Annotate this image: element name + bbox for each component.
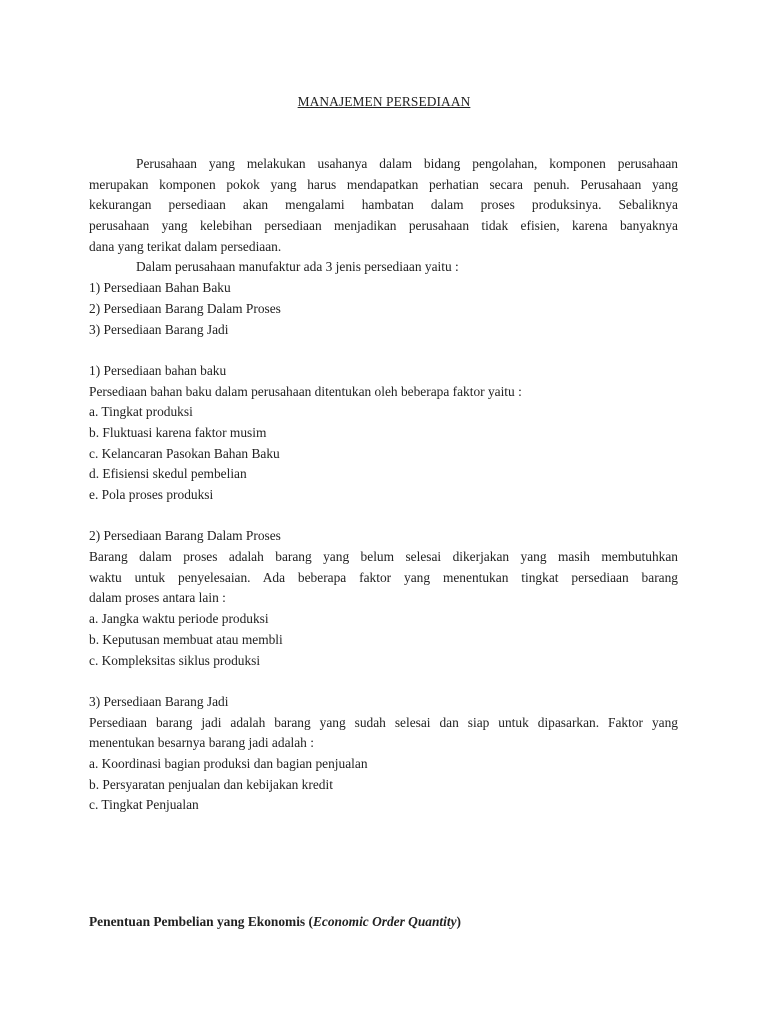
spacer bbox=[89, 671, 678, 692]
section1-heading: 1) Persediaan bahan baku bbox=[89, 362, 227, 378]
types-list-item: 1) Persediaan Bahan Baku bbox=[89, 280, 231, 296]
eoq-heading bbox=[89, 912, 461, 932]
page-title: MANAJEMEN PERSEDIAAN bbox=[297, 94, 471, 109]
section1-text: Persediaan bahan baku dalam perusahaan ditentukan oleh beberapa faktor yaitu : bbox=[89, 383, 522, 399]
section2-text-line: Barang dalam proses adalah barang yang belum selesai dikerjakan yang masih membutuhkan bbox=[89, 549, 678, 565]
section3-text-line: Persediaan barang jadi adalah barang yang sudah selesai dan siap untuk dipasarkan. Faktor yang bbox=[89, 714, 678, 730]
section2-item: b. Keputusan membuat atau membli bbox=[89, 631, 283, 647]
spacer bbox=[89, 340, 678, 361]
section2-item: c. Kompleksitas siklus produksi bbox=[89, 652, 261, 668]
section2-heading: 2) Persediaan Barang Dalam Proses bbox=[89, 528, 281, 544]
section1-item: a. Tingkat produksi bbox=[89, 404, 193, 420]
document-body bbox=[89, 154, 678, 816]
eoq-heading-prefix: Penentuan Pembelian yang Ekonomis ( bbox=[89, 914, 313, 929]
intro-line: dana yang terikat dalam persediaan. bbox=[89, 238, 282, 254]
section3-item: b. Persyaratan penjualan dan kebijakan kredit bbox=[89, 776, 333, 792]
section3-text-line: menentukan besarnya barang jadi adalah : bbox=[89, 735, 314, 751]
section1-item: c. Kelancaran Pasokan Bahan Baku bbox=[89, 445, 280, 461]
types-list-item: 2) Persediaan Barang Dalam Proses bbox=[89, 300, 281, 316]
section1-item: b. Fluktuasi karena faktor musim bbox=[89, 424, 267, 440]
intro-line: perusahaan yang kelebihan persediaan menjadikan perusahaan tidak efisien, karena banyaknya bbox=[89, 218, 678, 234]
intro-line: kekurangan persediaan akan mengalami hambatan dalam proses produksinya. Sebaliknya bbox=[89, 197, 678, 213]
eoq-heading-italic: Economic Order Quantity bbox=[312, 914, 457, 929]
section3-item: c. Tingkat Penjualan bbox=[89, 797, 199, 813]
section3-heading: 3) Persediaan Barang Jadi bbox=[89, 693, 229, 709]
types-intro: Dalam perusahaan manufaktur ada 3 jenis persediaan yaitu : bbox=[136, 259, 459, 275]
section1-item: d. Efisiensi skedul pembelian bbox=[89, 466, 247, 482]
section2-text-line: dalam proses antara lain : bbox=[89, 590, 226, 606]
intro-line: Perusahaan yang melakukan usahanya dalam bidang pengolahan, komponen perusahaan bbox=[136, 156, 678, 171]
section1-item: e. Pola proses produksi bbox=[89, 487, 214, 502]
section2-item: a. Jangka waktu periode produksi bbox=[89, 611, 269, 627]
intro-line: merupakan komponen pokok yang harus mendapatkan perhatian secara penuh. Perusahaan yang bbox=[89, 176, 678, 192]
spacer bbox=[89, 506, 678, 527]
section2-text-line: waktu untuk penyelesaian. Ada beberapa faktor yang menentukan tingkat persediaan barang bbox=[89, 569, 678, 585]
section3-item: a. Koordinasi bagian produksi dan bagian penjualan bbox=[89, 755, 368, 771]
types-list-item: 3) Persediaan Barang Jadi bbox=[89, 321, 229, 337]
eoq-heading-suffix: ) bbox=[456, 914, 462, 929]
